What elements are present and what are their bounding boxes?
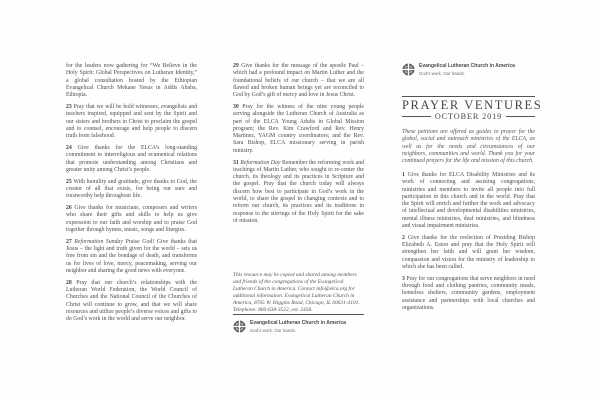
prayer-item-25 [66,179,197,201]
prayer-item-28 [66,280,197,324]
elca-logo-header [402,63,535,76]
column-left [66,63,197,328]
prayer-item-number: 23 [66,103,74,110]
prayer-item-number: 31 [233,159,241,166]
prayer-item-30 [233,104,364,155]
brand-name: Evangelical Lutheran Church in America [250,320,346,327]
prayer-item-number: 29 [233,63,242,69]
prayer-item-text: Remember the reforming work and teachings of Martin Luther, who sought to re-center the church, its theology and its practices in Scripture and the gospel. Pray that the church today will always discern how best to participate in God’s work in the world, to share the gospel in changing contexts and to reform our church, its practices and its traditions in response to the stirrings of the Holy Spirit for the sake of mission. [233,159,364,224]
prayer-item-3: 3 Pray for our congregations that serve neighbors in need through food and clothing pantries, community meals, homeless shelters, community gardens, employment assistance and partnerships with local churches and organizations. [402,275,535,312]
prayer-item-number: 26 [66,205,75,212]
prayer-item-text: Give thanks for the message of the apostle Paul – which had a profound impact on Martin Luther and the foundational beliefs of our church – that we are all flawed and broken human beings yet are reconciled to God by God’s gift of mercy and love in Jesus Christ. [233,63,365,99]
prayer-item-number: 28 [66,279,77,286]
prayer-item-text: Pray for the witness of the nine young people serving alongside the Lutheran Church of Australia as part of the ELCA Young Adults in Global Mission program; the Rev. Kim Crawford and Rev. Henry Martinez, YAGM country coordinators; and the Rev. Sara Bishop, ELCA missionary serving in parish ministry. [233,103,364,154]
prayer-item-text: With humility and gratitude, give thanks to God, the creator of all that exists, for being our sure and trustworthy help throughout life. [66,178,197,200]
prayer-item-number: 1 [402,171,408,178]
column-middle [233,63,364,353]
prayer-item-number: 30 [233,103,243,110]
brand-tagline: God’s work. Our hands. [419,70,466,76]
prayer-item-text: Give thanks for the reelection of Presiding Bishop Elizabeth A. Eaton and pray that the Holy Spirit will strengthen her faith and will grant her wisdom, compassion and vision for the ministry of leadership to which she has been called. [402,234,535,271]
prayer-item-text: Give thanks for musicians, composers and writers who share their gifts and skills to help us give expression to our faith and worship and to praise God together through hymns, music, songs and liturgies. [66,205,197,233]
elca-cross-emblem-icon [402,63,415,76]
date-rule-right [506,116,535,117]
prayer-item-number: 25 [66,178,74,185]
brand-tagline: God’s work. Our hands. [250,327,297,333]
prayer-item-text: Give thanks for the ELCA’s long-standing commitment to interreligious and ecumenical relations that promote understanding among Christians and greater unity among Christ’s people. [66,144,198,173]
prayer-item-lead: Reformation Day [240,159,282,166]
prayer-item-text: Praise God! Give thanks that Jesus – the light and truth given for the world – sets us free from sin and the bondage of death, and transforms us for lives of love, mercy, peacemaking, serving our neighbor and sharing the good news with everyone. [66,238,197,274]
prayer-item-number: 24 [66,144,78,151]
prayer-item-text: Pray that our church’s relationships with the Lutheran World Federation, the World Council of Churches and the National Council of the Churches of Christ will continue to grow, and that we will share resources and utilize people’s diverse voices and gifts to do God’s work in the world and serve our neighbor. [66,279,197,323]
brand-text [250,320,346,333]
prayer-item-text: Pray that we will be bold witnesses, evangelists and teachers inspired, equipped and sent by the Spirit and our sisters and brothers in Christ to proclaim the gospel and to counsel, encourage and help people to discern truth from falsehood. [66,103,198,140]
prayer-item-23 [66,104,197,140]
prayer-item-2 [402,235,535,271]
prayer-item-continued [66,63,197,99]
prayer-item-29 [233,63,364,99]
prayer-item-24 [66,145,197,174]
intro-text: These petitions are offered as guides to prayer for the global, social and outreach ministries of the ELCA, as well as for the needs and circumstances of our neighbors, communities and world. Thank you for your continued prayers for the life and mission of this church. [402,129,535,165]
prayer-item-1 [402,172,535,230]
issue-date: OCTOBER 2019 [434,112,503,121]
prayer-item-27 [66,239,197,275]
prayer-item-lead: Reformation Sunday [74,238,126,245]
masthead-date-row [402,112,535,121]
brand-name: Evangelical Lutheran Church in America [419,63,515,70]
elca-cross-emblem-icon [233,320,246,333]
prayer-item-31 [233,160,364,226]
elca-logo [233,320,364,333]
masthead-divider [402,96,535,97]
copyright-notice: This resource may be copied and shared among members and friends of the congregations of the Evangelical Lutheran Church in America. Contact info@elca.org for additional information. Evangelical Lutheran Church in America, 8765 W. Higgins Road, Chicago, IL 60631-4101. Telephone: 800-638-3522, ext. 2458. [233,272,360,313]
page-title: PRAYER VENTURES [402,98,543,112]
column-cover [402,63,543,317]
date-rule-left [402,116,431,117]
brand-footer [233,314,364,333]
prayer-item-text: Give thanks for ELCA Disability Ministries and its work of connecting and assisting congregations, ministries and members to invite all people into full participation in this church and in the world. Pray that the Spirit will enrich and further the work and advocacy of intellectual and developmental disabilities ministries, mental illness ministries, deaf ministries, and blindness and visual impairment ministries. [402,171,535,230]
brand-text [419,63,515,76]
prayer-item-26 [66,205,197,234]
footer-divider [233,314,364,315]
prayer-item-text: for the leaders now gathering for “We Believe in the Holy Spirit: Global Perspectives on Lutheran Identity,” a global consultation hosted by the Ethiopian Evangelical Church Mekane Yesus in Addis Ababa, Ethiopia. [66,63,197,99]
prayer-item-number: 2 [402,234,408,241]
prayer-item-number: 27 [66,238,75,245]
